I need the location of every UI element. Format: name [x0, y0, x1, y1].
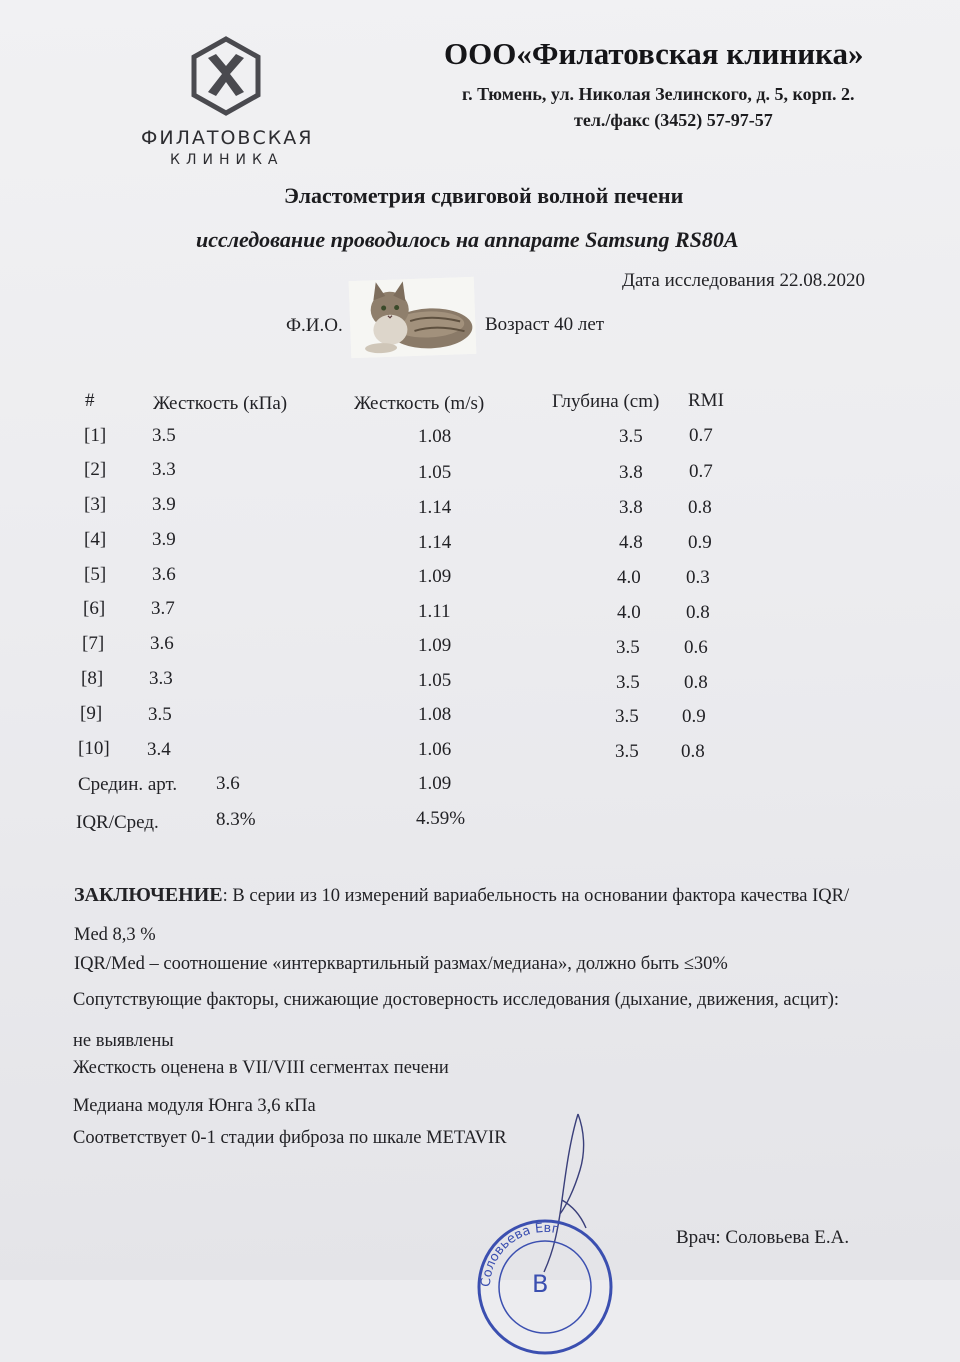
row-2-rmi: 0.7 [689, 461, 713, 482]
conclusion-line-1 [74, 884, 849, 907]
row-1-number: [1] [84, 425, 107, 446]
row-5-kpa: 3.6 [152, 564, 176, 585]
logo-subtitle: КЛИНИКА [170, 152, 284, 168]
conclusion-line-5: не выявлены [73, 1031, 174, 1051]
median-label: Средин. арт. [78, 774, 178, 795]
row-6-kpa: 3.7 [151, 598, 175, 619]
doctor-stamp-image [470, 1212, 620, 1362]
row-1-depth: 3.5 [619, 426, 643, 447]
conclusion-line-8: Соответствует 0-1 стадии фиброза по шкале METAVIR [73, 1128, 507, 1148]
row-5-ms: 1.09 [418, 566, 452, 587]
conclusion-label: ЗАКЛЮЧЕНИЕ [74, 884, 223, 906]
row-10-ms: 1.06 [418, 739, 452, 760]
row-5-number: [5] [84, 564, 107, 585]
row-6-depth: 4.0 [617, 602, 641, 623]
row-3-kpa: 3.9 [152, 494, 176, 515]
iqr-ms: 4.59% [416, 808, 466, 829]
col-header-stiffness-ms: Жесткость (m/s) [354, 393, 485, 414]
median-kpa: 3.6 [216, 773, 240, 794]
conclusion-line-4: Сопутствующие факторы, снижающие достоверность исследования (дыхание, движения, асцит): [73, 990, 840, 1010]
stamp-letter: В [532, 1270, 549, 1298]
row-5-rmi: 0.3 [686, 567, 710, 588]
col-header-stiffness-kpa: Жесткость (кПа) [153, 393, 288, 414]
col-header-depth: Глубина (cm) [552, 391, 660, 412]
row-7-kpa: 3.6 [150, 633, 174, 654]
row-7-ms: 1.09 [418, 635, 452, 656]
row-2-depth: 3.8 [619, 462, 643, 483]
row-4-kpa: 3.9 [152, 529, 176, 550]
row-2-number: [2] [84, 459, 107, 480]
row-1-ms: 1.08 [418, 426, 452, 447]
col-header-rmi: RMI [688, 390, 724, 411]
conclusion-line-6: Жесткость оценена в VII/VIII сегментах печени [73, 1058, 449, 1078]
cat-photo-image [349, 277, 477, 358]
row-6-number: [6] [83, 598, 106, 619]
row-6-ms: 1.11 [418, 601, 451, 622]
row-10-rmi: 0.8 [681, 741, 705, 762]
row-7-depth: 3.5 [616, 637, 640, 658]
row-1-kpa: 3.5 [152, 425, 176, 446]
iqr-label: IQR/Сред. [76, 812, 159, 833]
clinic-phone: тел./факс (3452) 57-97-57 [574, 110, 773, 130]
row-2-kpa: 3.3 [152, 459, 176, 480]
row-8-number: [8] [81, 668, 104, 689]
row-9-rmi: 0.9 [682, 706, 706, 727]
row-9-kpa: 3.5 [148, 704, 172, 725]
clinic-address: г. Тюмень, ул. Николая Зелинского, д. 5, корп. 2. [462, 84, 855, 104]
row-8-depth: 3.5 [616, 672, 640, 693]
clinic-logo-icon [186, 36, 266, 116]
device-subtitle: исследование проводилось на аппарате Samsung RS80A [196, 227, 739, 252]
conclusion-line-2: Med 8,3 % [74, 925, 156, 945]
row-10-number: [10] [78, 738, 110, 759]
document-title: Эластометрия сдвиговой волной печени [284, 183, 684, 208]
patient-age: Возраст 40 лет [485, 314, 605, 335]
row-5-depth: 4.0 [617, 567, 641, 588]
row-3-rmi: 0.8 [688, 497, 712, 518]
row-3-depth: 3.8 [619, 497, 643, 518]
col-header-number: # [85, 390, 95, 411]
row-10-depth: 3.5 [615, 741, 639, 762]
row-6-rmi: 0.8 [686, 602, 710, 623]
row-4-ms: 1.14 [418, 532, 452, 553]
doctor-name: Врач: Соловьева Е.А. [676, 1227, 850, 1248]
row-4-rmi: 0.9 [688, 532, 712, 553]
row-2-ms: 1.05 [418, 462, 452, 483]
row-7-number: [7] [82, 633, 105, 654]
logo-name: ФИЛАТОВСКАЯ [141, 127, 314, 149]
row-9-number: [9] [80, 703, 103, 724]
conclusion-line-7: Медиана модуля Юнга 3,6 кПа [73, 1096, 316, 1116]
stamp-text: Соловьева Евг [478, 1220, 560, 1288]
conclusion-text-1: : В серии из 10 измерений вариабельность на основании фактора качества IQR/ [222, 886, 850, 906]
study-date: Дата исследования 22.08.2020 [622, 270, 865, 291]
row-8-rmi: 0.8 [684, 672, 708, 693]
row-7-rmi: 0.6 [684, 637, 708, 658]
row-1-rmi: 0.7 [689, 425, 713, 446]
row-3-number: [3] [84, 494, 107, 515]
row-3-ms: 1.14 [418, 497, 452, 518]
iqr-kpa: 8.3% [216, 809, 256, 830]
row-8-kpa: 3.3 [149, 668, 173, 689]
row-10-kpa: 3.4 [147, 739, 171, 760]
clinic-name: ООО«Филатовская клиника» [444, 36, 864, 71]
row-4-number: [4] [84, 529, 107, 550]
row-9-depth: 3.5 [615, 706, 639, 727]
fio-label: Ф.И.О. [286, 315, 343, 336]
median-ms: 1.09 [418, 773, 452, 794]
conclusion-line-3: IQR/Med – соотношение «интерквартильный размах/медиана», должно быть ≤30% [74, 954, 728, 974]
row-9-ms: 1.08 [418, 704, 452, 725]
row-8-ms: 1.05 [418, 670, 452, 691]
row-4-depth: 4.8 [619, 532, 643, 553]
